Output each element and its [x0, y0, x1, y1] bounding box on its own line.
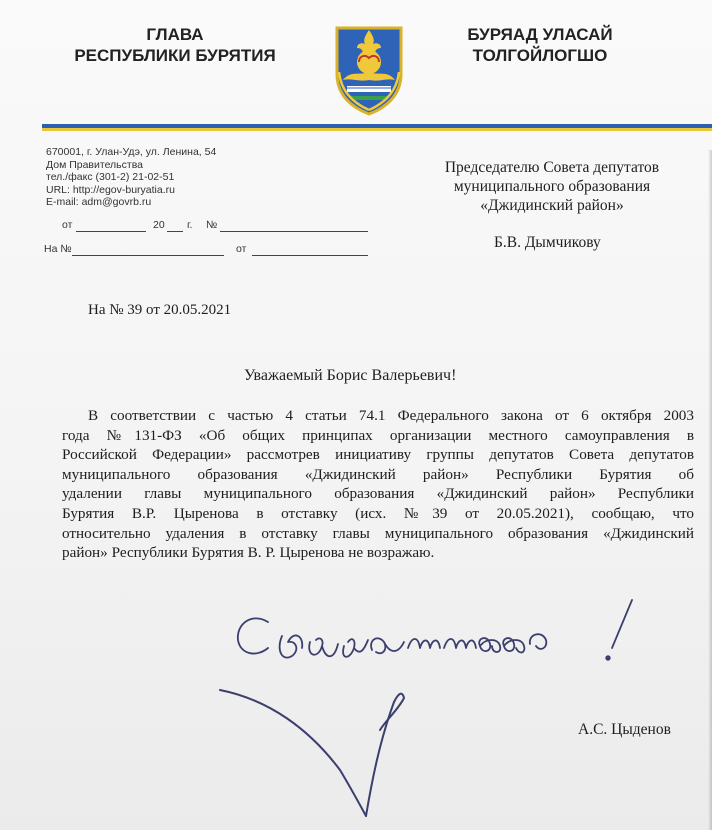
- reg-year-label: 20: [153, 219, 165, 231]
- body-line: В соответствии с частью 4 статьи 74.1 Федерального закона от 6 октября 2003: [88, 407, 694, 424]
- header-left: [40, 24, 310, 66]
- reg-from-line-2: [252, 255, 368, 256]
- reg-na-no-line: [72, 255, 224, 256]
- recipient-line: «Джидинский район»: [480, 197, 624, 214]
- header-stripe-yellow: [42, 128, 712, 131]
- address-line: Дом Правительства: [46, 158, 144, 171]
- recipient-line: муниципального образования: [453, 178, 651, 195]
- signer-name: А.С. Цыденов: [578, 721, 671, 738]
- reg-from-label-2: от: [236, 243, 247, 255]
- buryatia-coat-of-arms-icon: [329, 22, 409, 116]
- reg-date-line: [76, 231, 146, 232]
- photo-edge-shadow: [708, 150, 712, 830]
- body-line: Бурятия В.Р. Цыренова в отставку (исх. №39 от 20.05.2021), сообщаю, что: [62, 504, 694, 522]
- reg-number-line: [220, 231, 368, 232]
- body-line: относительно удаления в отставку главы муниципального образования «Джидинский: [62, 524, 694, 542]
- body-line: удалении главы муниципального образования «Джидинский район» Республики: [62, 485, 694, 503]
- body-line: район» Республики Бурятия В. Р. Цыренова не возражаю.: [62, 544, 435, 562]
- header-left-line2: РЕСПУБЛИКИ БУРЯТИЯ: [74, 46, 276, 65]
- reg-na-no-label: На №: [44, 243, 72, 255]
- body-line: муниципального образования «Джидинский район» Республики Бурятия об: [62, 465, 694, 483]
- recipient-line: Председателю Совета депутатов: [444, 159, 660, 176]
- sender-address: [46, 146, 216, 209]
- address-line: 670001, г. Улан-Удэ, ул. Ленина, 54: [46, 146, 217, 158]
- header-right-line2: ТОЛГОЙЛОГШО: [472, 46, 608, 65]
- letter-body: [62, 406, 694, 563]
- recipient-block: [412, 158, 692, 215]
- address-phone: тел./факс (301-2) 21-02-51: [46, 171, 175, 183]
- address-url: URL: http://egov-buryatia.ru: [46, 183, 175, 196]
- body-line: года №131-ФЗ «Об общих принципах организации местного самоуправления в: [62, 426, 694, 444]
- reference-line: На № 39 от 20.05.2021: [88, 302, 232, 318]
- handwritten-signature: [220, 690, 404, 816]
- header-right: [420, 24, 660, 66]
- reg-g-label: г.: [187, 219, 193, 231]
- reg-no-label: №: [206, 219, 218, 231]
- header-right-line1: БУРЯАД УЛАСАЙ: [467, 25, 613, 44]
- reg-from-label: от: [62, 219, 73, 231]
- address-email: E-mail: adm@govrb.ru: [46, 196, 152, 208]
- greeting: Уважаемый Борис Валерьевич!: [244, 367, 457, 384]
- reg-year-line: [167, 231, 183, 232]
- recipient-name: Б.В. Дымчикову: [494, 234, 601, 251]
- body-line: Российской Федерации» рассмотрев инициативу группы депутатов Совета депутатов: [62, 446, 694, 464]
- handwritten-closing: [238, 600, 632, 660]
- header-left-line1: ГЛАВА: [146, 25, 204, 44]
